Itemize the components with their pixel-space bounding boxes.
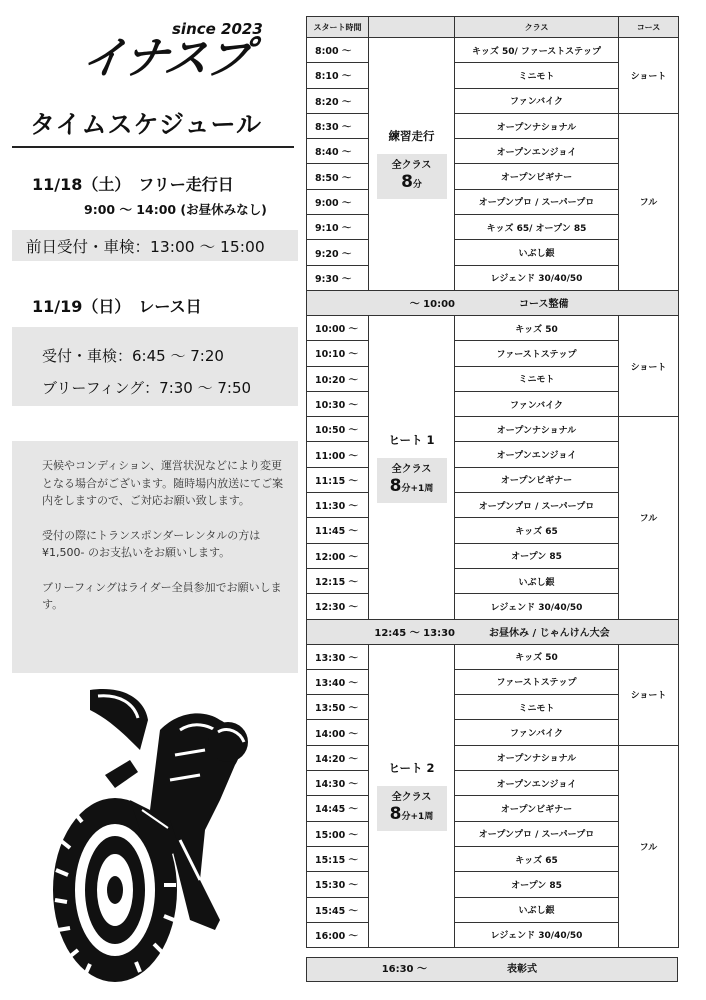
table-row — [307, 745, 679, 770]
start-time: 10:30 〜 — [307, 391, 369, 416]
course-short: ショート — [619, 38, 679, 114]
session-heat-1 — [369, 315, 455, 619]
table-row — [307, 38, 679, 63]
day2-briefing: ブリーフィング：7:30 〜 7:50 — [42, 379, 252, 397]
start-time: 15:15 〜 — [307, 846, 369, 871]
duration-unit: 分 — [401, 812, 411, 823]
start-time: 14:00 〜 — [307, 720, 369, 745]
start-time: 10:50 〜 — [307, 417, 369, 442]
start-time: 8:00 〜 — [307, 38, 369, 63]
duration-minutes: 8 — [389, 475, 402, 496]
table-header — [307, 17, 679, 38]
class-name: オープンエンジョイ — [455, 771, 619, 796]
start-time: 15:45 〜 — [307, 897, 369, 922]
class-name: ファンバイク — [455, 391, 619, 416]
start-time: 11:30 〜 — [307, 493, 369, 518]
start-time: 9:30 〜 — [307, 265, 369, 290]
table-row — [307, 417, 679, 442]
day2-heading: 11/19（日） レース日 — [32, 297, 202, 316]
notes-box — [12, 441, 298, 673]
duration-classes: 全クラス — [391, 160, 432, 172]
course-full: フル — [619, 417, 679, 619]
class-name: ファーストステップ — [455, 669, 619, 694]
day2-reception: 受付・車検：6:45 〜 7:20 — [42, 347, 224, 365]
awards-time: 16:30 〜 — [381, 964, 427, 975]
start-time: 14:30 〜 — [307, 771, 369, 796]
info-panel — [0, 0, 300, 1000]
table-row — [307, 315, 679, 340]
class-name: キッズ 65 — [455, 846, 619, 871]
start-time: 14:20 〜 — [307, 745, 369, 770]
class-name: オープン 85 — [455, 543, 619, 568]
start-time: 14:45 〜 — [307, 796, 369, 821]
class-name: キッズ 50/ ファーストステップ — [455, 38, 619, 63]
break-label: お昼休み / じゃんけん大会 — [489, 628, 610, 640]
start-time: 13:30 〜 — [307, 644, 369, 669]
course-short: ショート — [619, 644, 679, 745]
day1-hours: 9:00 〜 14:00 (お昼休みなし) — [84, 202, 267, 217]
session-label: ヒート 1 — [388, 432, 435, 447]
start-time: 8:10 〜 — [307, 63, 369, 88]
start-time: 8:50 〜 — [307, 164, 369, 189]
class-name: ミニモト — [455, 366, 619, 391]
table-row — [307, 644, 679, 669]
start-time: 15:00 〜 — [307, 821, 369, 846]
start-time: 15:30 〜 — [307, 872, 369, 897]
session-label: ヒート 2 — [388, 761, 435, 776]
start-time: 9:10 〜 — [307, 215, 369, 240]
start-time: 8:30 〜 — [307, 113, 369, 138]
duration-unit: 分 — [401, 483, 411, 494]
note-text: ブリーフィングはライダー全員参加でお願いします。 — [42, 580, 282, 611]
start-time: 8:40 〜 — [307, 139, 369, 164]
class-name: いぶし銀 — [455, 240, 619, 265]
class-name: キッズ 50 — [455, 644, 619, 669]
duration-extra: +1周 — [410, 483, 434, 494]
start-time: 8:20 〜 — [307, 88, 369, 113]
start-time: 13:50 〜 — [307, 695, 369, 720]
break-label: コース整備 — [519, 299, 569, 311]
start-time: 13:40 〜 — [307, 669, 369, 694]
duration-unit: 分 — [412, 180, 422, 191]
start-time: 11:15 〜 — [307, 467, 369, 492]
duration-classes: 全クラス — [391, 792, 432, 804]
start-time: 12:15 〜 — [307, 568, 369, 593]
session-label: 練習走行 — [388, 129, 435, 144]
start-time: 11:00 〜 — [307, 442, 369, 467]
class-name: オープンプロ / スーパープロ — [455, 493, 619, 518]
day1-reception: 前日受付・車検：13:00 〜 15:00 — [12, 230, 298, 261]
class-name: いぶし銀 — [455, 897, 619, 922]
note-text: 天候やコンディション、運営状況などにより変更となる場合がございます。随時場内放送にてご案内をしますので、ご対応お願い致します。 — [42, 459, 284, 507]
duration-minutes: 8 — [401, 172, 413, 193]
start-time: 12:30 〜 — [307, 594, 369, 619]
class-name: オープンナショナル — [455, 113, 619, 138]
class-name: レジェンド 30/40/50 — [455, 265, 619, 290]
start-time: 11:45 〜 — [307, 518, 369, 543]
class-name: キッズ 65/ オープン 85 — [455, 215, 619, 240]
duration-box — [377, 786, 447, 831]
class-name: ミニモト — [455, 695, 619, 720]
header-class: クラス — [455, 17, 619, 38]
start-time: 9:00 〜 — [307, 189, 369, 214]
start-time: 16:00 〜 — [307, 922, 369, 947]
duration-extra: +1周 — [410, 812, 434, 823]
schedule-table — [306, 16, 679, 948]
course-full: フル — [619, 113, 679, 290]
session-heat-2 — [369, 644, 455, 948]
class-name: オープンナショナル — [455, 745, 619, 770]
duration-box — [377, 458, 447, 503]
class-name: オープンエンジョイ — [455, 139, 619, 164]
class-name: レジェンド 30/40/50 — [455, 922, 619, 947]
class-name: いぶし銀 — [455, 568, 619, 593]
class-name: オープンプロ / スーパープロ — [455, 821, 619, 846]
class-name: ミニモト — [455, 63, 619, 88]
title-divider — [12, 146, 294, 148]
class-name: オープンプロ / スーパープロ — [455, 189, 619, 214]
motocross-rider-illustration — [30, 680, 270, 990]
class-name: ファーストステップ — [455, 341, 619, 366]
day2-info-box — [12, 327, 298, 406]
start-time: 12:00 〜 — [307, 543, 369, 568]
class-name: ファンバイク — [455, 720, 619, 745]
awards-row — [306, 957, 678, 982]
class-name: キッズ 50 — [455, 315, 619, 340]
course-short: ショート — [619, 315, 679, 416]
break-time: 〜 10:00 — [409, 299, 455, 311]
table-row — [307, 113, 679, 138]
class-name: オープンビギナー — [455, 796, 619, 821]
break-time: 12:45 〜 13:30 — [374, 628, 455, 640]
class-name: オープンビギナー — [455, 467, 619, 492]
duration-box — [377, 154, 447, 199]
class-name: オープンナショナル — [455, 417, 619, 442]
course-full: フル — [619, 745, 679, 947]
day1-heading: 11/18（土） フリー走行日 — [32, 175, 234, 194]
start-time: 10:20 〜 — [307, 366, 369, 391]
awards-label: 表彰式 — [507, 964, 537, 975]
header-group — [369, 17, 455, 38]
class-name: オープンビギナー — [455, 164, 619, 189]
class-name: レジェンド 30/40/50 — [455, 594, 619, 619]
header-time: スタート時間 — [307, 17, 369, 38]
duration-classes: 全クラス — [391, 463, 432, 475]
class-name: ファンバイク — [455, 88, 619, 113]
class-name: キッズ 65 — [455, 518, 619, 543]
start-time: 9:20 〜 — [307, 240, 369, 265]
class-name: オープン 85 — [455, 872, 619, 897]
break-row-course-maintenance — [307, 290, 679, 315]
class-name: オープンエンジョイ — [455, 442, 619, 467]
page-title: タイムスケジュール — [30, 110, 263, 139]
start-time: 10:00 〜 — [307, 315, 369, 340]
note-text: 受付の際にトランスポンダーレンタルの方は ¥1,500- のお支払いをお願いします。 — [42, 528, 261, 559]
break-row-lunch — [307, 619, 679, 644]
session-practice — [369, 38, 455, 291]
logo-since: since 2023 — [172, 20, 263, 38]
duration-minutes: 8 — [389, 804, 402, 825]
header-course: コース — [619, 17, 679, 38]
start-time: 10:10 〜 — [307, 341, 369, 366]
logo: イナスプ — [78, 33, 252, 84]
